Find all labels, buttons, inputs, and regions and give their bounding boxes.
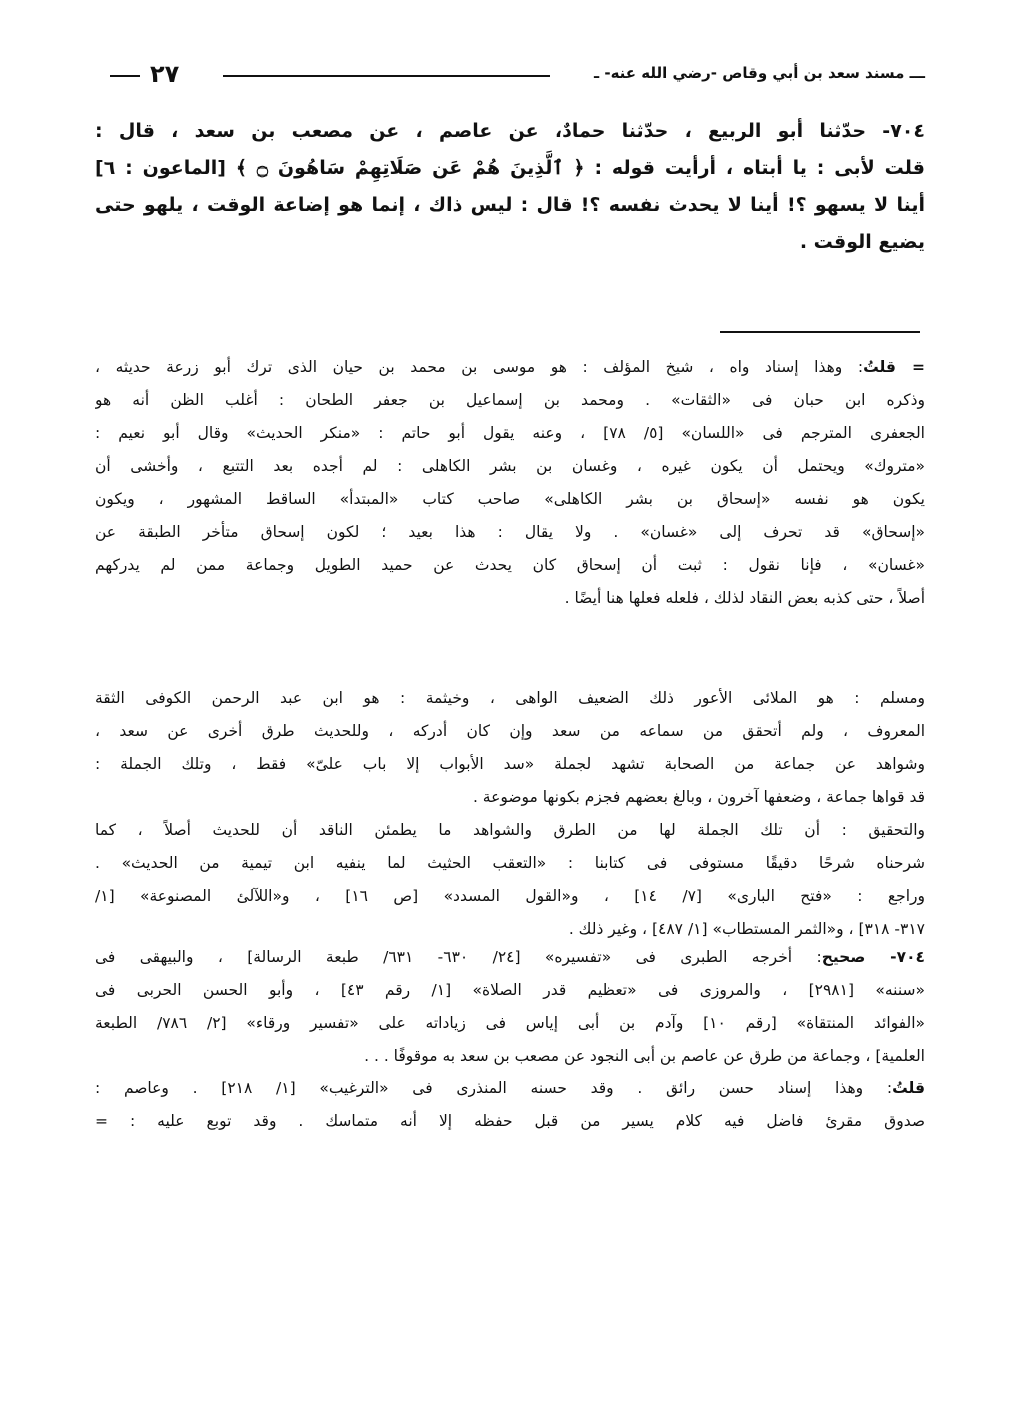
line-text: «الفوائد المنتقاة» [رقم ١٠] وآدم بن أبى إياس فى زياداته على «تفسير ورقاء» [٢/ ٧٨٦/ الطبعة: [95, 1014, 925, 1032]
text-line: [95, 483, 925, 516]
line-text: العلمية] ، وجماعة من طرق عن عاصم بن أبى النجود عن مصعب بن سعد به موقوفًا . . .: [364, 1047, 925, 1065]
text-line: [95, 549, 925, 582]
footnote-separator: [720, 331, 920, 333]
text-line: [95, 224, 925, 261]
line-text: قد قواها جماعة ، وضعفها آخرون ، وبالغ بعضهم فجزم بكونها موضوعة .: [472, 788, 925, 806]
line-text: «غسان» ، فإنا نقول : ثبت أن إسحاق كان يحدث عن حميد الطويل وجماعة ممن لم يدركهم: [95, 556, 925, 574]
footnote-paragraph: [95, 351, 925, 615]
text-line: [95, 781, 925, 814]
text-line: [95, 974, 925, 1007]
text-line: [95, 748, 925, 781]
text-line: [95, 715, 925, 748]
text-line: [95, 1040, 925, 1073]
line-text: يضيع الوقت .: [799, 231, 925, 253]
line-text: قلت لأبى : يا أبتاه ، أرأيت قوله : ﴿ ٱلَّذِينَ هُمْ عَن صَلَاتِهِمْ سَاهُونَ ۝ ﴾ [الماعون : ٦]: [95, 157, 925, 179]
text-line: [95, 113, 925, 150]
line-text: أينا لا يسهو ؟! أينا لا يحدث نفسه ؟! قال : ليس ذاك ، إنما هو إضاعة الوقت ، يلهو حتى: [95, 194, 925, 216]
line-text: والتحقيق : أن تلك الجملة لها من الطرق والشواهد ما يطمئن الناقد أن للحديث أصلاً ، كما: [95, 821, 925, 839]
line-text: : وهذا إسناد واه ، شيخ المؤلف : هو موسى بن محمد بن حيان الذى ترك أبو زرعة حديثه ،: [95, 358, 864, 376]
footnote-paragraph: [95, 941, 925, 1073]
text-line: [95, 1072, 925, 1105]
line-text: وراجع : «فتح البارى» [٧/ ١٤] ، و«القول المسدد» [ص ١٦] ، و«اللآلئ المصنوعة» [١/: [95, 887, 925, 905]
footnote-paragraph: [95, 814, 925, 946]
page-number: ٢٧: [150, 60, 180, 88]
text-line: [95, 847, 925, 880]
line-text: : وهذا إسناد حسن رائق . وقد حسنه المنذرى فى «الترغيب» [١/ ٢١٨] . وعاصم :: [95, 1079, 893, 1097]
text-line: [95, 880, 925, 913]
line-text: أصلاً ، حتى كذبه بعض النقاد لذلك ، فلعله فعلها هنا أيضًا .: [564, 589, 925, 607]
text-line: [95, 941, 925, 974]
text-line: [95, 150, 925, 187]
header-rule: [223, 75, 550, 77]
bold-lead: ٧٠٤- صحيح: [821, 948, 925, 966]
line-text: شرحناه شرحًا دقيقًا مستوفى فى كتابنا : «التعقب الحثيث لما ينفيه ابن تيمية من الحديث» .: [95, 854, 925, 872]
line-text: يكون هو نفسه «إسحاق بن بشر الكاهلى» صاحب كتاب «المبتدأ» الساقط المشهور ، ويكون: [95, 490, 925, 508]
footnote-paragraph: [95, 682, 925, 814]
line-text: «متروك» ويحتمل أن يكون غيره ، وغسان بن بشر الكاهلى : لم أجده بعد التتبع ، وأخشى أن: [95, 457, 925, 475]
line-text: ٧٠٤- حدّثنا أبو الربيع ، حدّثنا حمادٌ، عن عاصم ، عن مصعب بن سعد ، قال :: [95, 120, 925, 142]
line-text: وذكره ابن حبان فى «الثقات» . ومحمد بن إسماعيل بن جعفر الطحان : أغلب الظن أنه هو: [95, 391, 925, 409]
text-line: [95, 187, 925, 224]
text-line: [95, 351, 925, 384]
text-line: [95, 814, 925, 847]
bold-lead: قلتُ: [892, 1079, 925, 1097]
running-header: [95, 62, 925, 90]
footnote-paragraph: [95, 1072, 925, 1138]
text-line: [95, 450, 925, 483]
header-dash: [110, 75, 140, 77]
text-line: [95, 1105, 925, 1138]
line-text: الجعفرى المترجم فى «اللسان» [٥/ ٧٨] ، وعنه يقول أبو حاتم : «منكر الحديث» وقال أبو نعيم :: [95, 424, 925, 442]
text-line: [95, 1007, 925, 1040]
line-text: ومسلم : هو الملائى الأعور ذلك الضعيف الواهى ، وخيثمة : هو ابن عبد الرحمن الكوفى الثقة: [95, 689, 925, 707]
line-text: : أخرجه الطبرى فى «تفسيره» [٢٤/ ٦٣٠- ٦٣١/ طبعة الرسالة] ، والبيهقى فى: [95, 948, 822, 966]
text-line: [95, 682, 925, 715]
text-line: [95, 417, 925, 450]
running-header-title: ـــ مسند سعد بن أبي وقاص -رضي الله عنه- ـ: [594, 64, 925, 82]
line-text: ٣١٧- ٣١٨] ، و«الثمر المستطاب» [١/ ٤٨٧] ، وغير ذلك .: [568, 920, 925, 938]
text-line: [95, 582, 925, 615]
line-text: وشواهد عن جماعة من الصحابة تشهد لجملة «سد الأبواب إلا باب علىّ» فقط ، وتلك الجملة :: [95, 755, 925, 773]
text-line: [95, 384, 925, 417]
bold-lead: = قلتُ: [863, 358, 925, 376]
hadith-text: [95, 113, 925, 261]
line-text: المعروف ، ولم أتحقق من سماعه من سعد وإن كان أدركه ، وللحديث طرق أخرى عن سعد ،: [95, 722, 925, 740]
line-text: صدوق مقرئ فاضل فيه كلام يسير من قبل حفظه إلا أنه متماسك . وقد توبع عليه : =: [95, 1112, 925, 1130]
line-text: «إسحاق» قد تحرف إلى «غسان» . ولا يقال : هذا بعيد ؛ لكون إسحاق متأخر الطبقة عن: [95, 523, 925, 541]
text-line: [95, 516, 925, 549]
line-text: «سننه» [٢٩٨١] ، والمروزى فى «تعظيم قدر الصلاة» [١/ رقم ٤٣] ، وأبو الحسن الحربى فى: [95, 981, 925, 999]
